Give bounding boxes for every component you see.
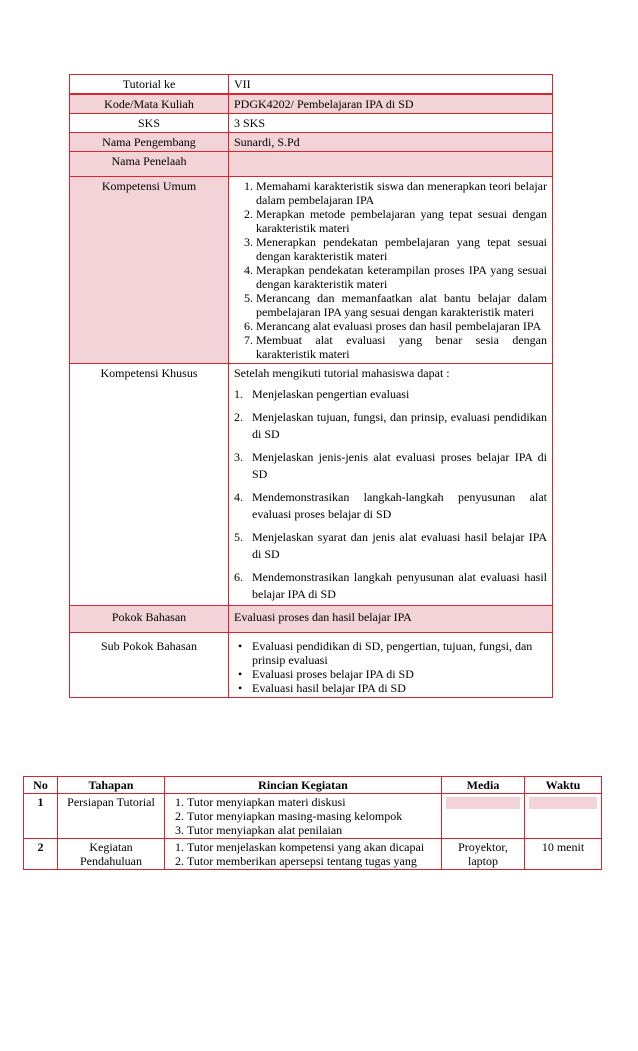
label-pengembang: Nama Pengembang [70, 133, 229, 152]
value-sks: 3 SKS [229, 114, 553, 133]
value-sub-pokok-bahasan [229, 633, 553, 698]
value-tutorial: VII [229, 75, 553, 95]
row-waktu [525, 794, 602, 839]
tutorial-info-table [69, 74, 553, 698]
list-number: 3. [234, 450, 243, 464]
list-text: Menjelaskan syarat dan jenis alat evaluasi hasil belajar IPA di SD [252, 530, 547, 561]
row-no: 2 [24, 839, 58, 870]
row-pengembang [70, 133, 553, 152]
row-kompetensi-umum [70, 177, 553, 364]
list-number: 4. [234, 490, 243, 504]
label-kompetensi-umum: Kompetensi Umum [70, 177, 229, 364]
label-sub-pokok-bahasan: Sub Pokok Bahasan [70, 633, 229, 698]
list-item: 2. Tutor menyiapkan masing-masing kelompok [187, 809, 437, 823]
list-item: 2. Tutor memberikan apersepsi tentang tugas yang [187, 854, 437, 868]
list-text: Menjelaskan tujuan, fungsi, dan prinsip, evaluasi pendidikan di SD [252, 410, 547, 441]
list-item [234, 529, 547, 563]
label-pokok-bahasan: Pokok Bahasan [70, 606, 229, 633]
value-kompetensi-khusus [229, 364, 553, 606]
row-penelaah [70, 152, 553, 177]
row-kompetensi-khusus [70, 364, 553, 606]
schedule-row [24, 794, 602, 839]
label-sks: SKS [70, 114, 229, 133]
list-item: 1. Memahami karakteristik siswa dan menerapkan teori belajar dalam pembelajaran IPA [256, 179, 547, 207]
list-item: • Evaluasi proses belajar IPA di SD [252, 667, 547, 681]
row-rincian [165, 794, 442, 839]
list-item: 2. Merapkan metode pembelajaran yang tepat sesuai dengan karakteristik materi [256, 207, 547, 235]
list-item: 6. Merancang alat evaluasi proses dan hasil pembelajaran IPA [256, 319, 547, 333]
label-kompetensi-khusus: Kompetensi Khusus [70, 364, 229, 606]
value-kode: PDGK4202/ Pembelajaran IPA di SD [229, 94, 553, 114]
kompetensi-umum-list [234, 179, 547, 361]
list-item [234, 449, 547, 483]
kompetensi-khusus-list [234, 386, 547, 603]
header-waktu: Waktu [525, 777, 602, 794]
label-kode: Kode/Mata Kuliah [70, 94, 229, 114]
row-media [442, 794, 525, 839]
row-tahapan: Kegiatan Pendahuluan [58, 839, 165, 870]
header-tahapan: Tahapan [58, 777, 165, 794]
row-media: Proyektor, laptop [442, 839, 525, 870]
schedule-table [23, 776, 602, 870]
value-pengembang: Sunardi, S.Pd [229, 133, 553, 152]
list-item: 3. Tutor menyiapkan alat penilaian [187, 823, 437, 837]
schedule-row [24, 839, 602, 870]
list-item: 4. Merapkan pendekatan keterampilan proses IPA yang sesuai dengan karakteristik materi [256, 263, 547, 291]
header-rincian: Rincian Kegiatan [165, 777, 442, 794]
list-item: 3. Menerapkan pendekatan pembelajaran yang tepat sesuai dengan karakteristik materi [256, 235, 547, 263]
rincian-list [169, 795, 437, 837]
row-sub-pokok-bahasan [70, 633, 553, 698]
list-item: • Evaluasi pendidikan di SD, pengertian, tujuan, fungsi, dan prinsip evaluasi [252, 639, 547, 667]
list-item: 7. Membuat alat evaluasi yang benar sesia dengan karakteristik materi [256, 333, 547, 361]
kompetensi-khusus-intro: Setelah mengikuti tutorial mahasiswa dapat : [234, 366, 450, 380]
rincian-list [169, 840, 437, 868]
list-text: Menjelaskan pengertian evaluasi [252, 387, 410, 401]
row-rincian [165, 839, 442, 870]
list-item [234, 409, 547, 443]
list-item [234, 489, 547, 523]
row-pokok-bahasan [70, 606, 553, 633]
list-item [234, 569, 547, 603]
schedule-header-row [24, 777, 602, 794]
value-kompetensi-umum [229, 177, 553, 364]
list-item: 5. Merancang dan memanfaatkan alat bantu belajar dalam pembelajaran IPA yang sesuai dengan karakteristik materi [256, 291, 547, 319]
row-tutorial [70, 75, 553, 95]
row-kode [70, 94, 553, 114]
row-sks [70, 114, 553, 133]
list-text: Menjelaskan jenis-jenis alat evaluasi proses belajar IPA di SD [252, 450, 547, 481]
row-no: 1 [24, 794, 58, 839]
list-number: 1. [234, 387, 243, 401]
row-tahapan: Persiapan Tutorial [58, 794, 165, 839]
list-text: Mendemonstrasikan langkah penyusunan alat evaluasi hasil belajar IPA di SD [252, 570, 547, 601]
header-media: Media [442, 777, 525, 794]
row-waktu: 10 menit [525, 839, 602, 870]
list-item: 1. Tutor menjelaskan kompetensi yang akan dicapai [187, 840, 437, 854]
label-penelaah: Nama Penelaah [70, 152, 229, 177]
sub-pokok-list [234, 639, 547, 695]
list-number: 2. [234, 410, 243, 424]
value-penelaah [229, 152, 553, 177]
list-item: 1. Tutor menyiapkan materi diskusi [187, 795, 437, 809]
list-number: 5. [234, 530, 243, 544]
list-item: • Evaluasi hasil belajar IPA di SD [252, 681, 547, 695]
value-pokok-bahasan: Evaluasi proses dan hasil belajar IPA [229, 606, 553, 633]
list-item [234, 386, 547, 403]
header-no: No [24, 777, 58, 794]
label-tutorial: Tutorial ke [70, 75, 229, 95]
list-text: Mendemonstrasikan langkah-langkah penyusunan alat evaluasi proses belajar di SD [252, 490, 547, 521]
list-number: 6. [234, 570, 243, 584]
